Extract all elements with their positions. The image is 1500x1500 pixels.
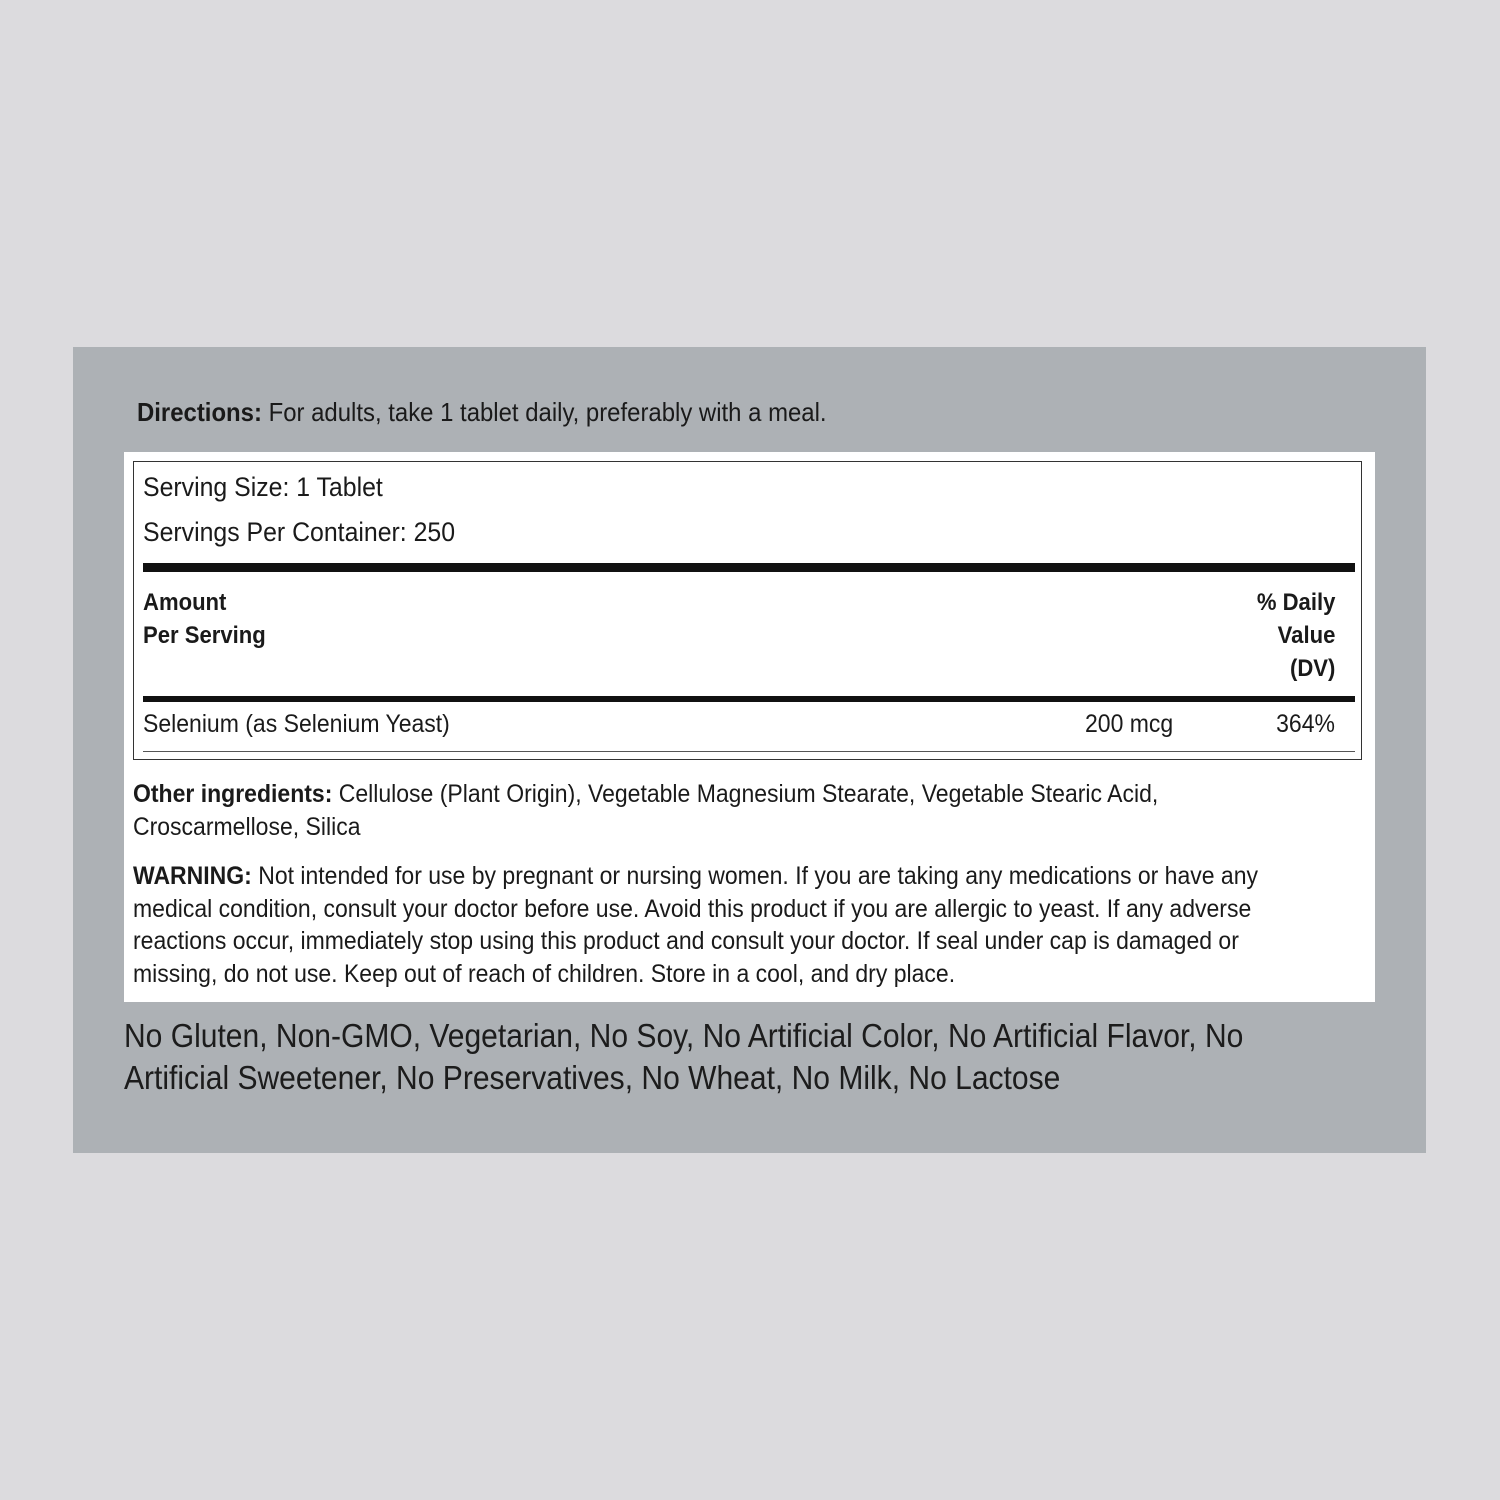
- serving-size: Serving Size: 1 Tablet: [143, 472, 383, 502]
- thin-divider-bottom: [143, 751, 1355, 752]
- daily-value-header: [1256, 586, 1335, 685]
- amount-header-line-2: Per Serving: [143, 622, 266, 649]
- warning-text-block: [133, 860, 1329, 990]
- dv-header-line-1: % Daily: [1256, 589, 1335, 616]
- directions-text: For adults, take 1 tablet daily, preferably with a meal.: [261, 397, 827, 427]
- other-ingredients: [133, 778, 1329, 843]
- servings-per-container: Servings Per Container: 250: [143, 517, 456, 547]
- supplement-facts-box: [133, 461, 1362, 760]
- nutrient-amount: 200 mcg: [1085, 710, 1174, 738]
- nutrient-dv: 364%: [1276, 710, 1335, 738]
- thick-divider-top: [143, 563, 1355, 572]
- nutrient-name: Selenium (as Selenium Yeast): [143, 710, 450, 738]
- directions-line: [137, 395, 827, 429]
- free-from-claims: No Gluten, Non-GMO, Vegetarian, No Soy, No Artificial Color, No Artificial Flavor, No Artificial Sweetener, No Preservatives, No Wheat, No Milk, No Lactose: [124, 1017, 1244, 1096]
- dv-header-line-2: Value: [1277, 622, 1335, 649]
- dv-header-line-3: (DV): [1289, 655, 1335, 682]
- warning-text: Not intended for use by pregnant or nursing women. If you are taking any medications or have any medical condition, consult your doctor before use. Avoid this product if you are allergic to yeast. If any adverse reactions occur, immediately stop using this product and consult your doctor. If seal under cap is damaged or missing, do not use. Keep out of reach of children. Store in a cool, and dry place.: [133, 862, 1259, 988]
- directions-label: Directions:: [137, 397, 262, 427]
- other-ingredients-text: Cellulose (Plant Origin), Vegetable Magnesium Stearate, Vegetable Stearic Acid, Croscarmellose, Silica: [133, 780, 1159, 841]
- label-panel: [73, 347, 1426, 1153]
- thick-divider-middle: [143, 696, 1355, 702]
- amount-header-line-1: Amount: [143, 589, 227, 616]
- warning-label: WARNING:: [133, 862, 252, 890]
- label-card: [124, 452, 1375, 1002]
- other-ingredients-label: Other ingredients:: [133, 780, 333, 808]
- amount-per-serving-header: [143, 586, 266, 652]
